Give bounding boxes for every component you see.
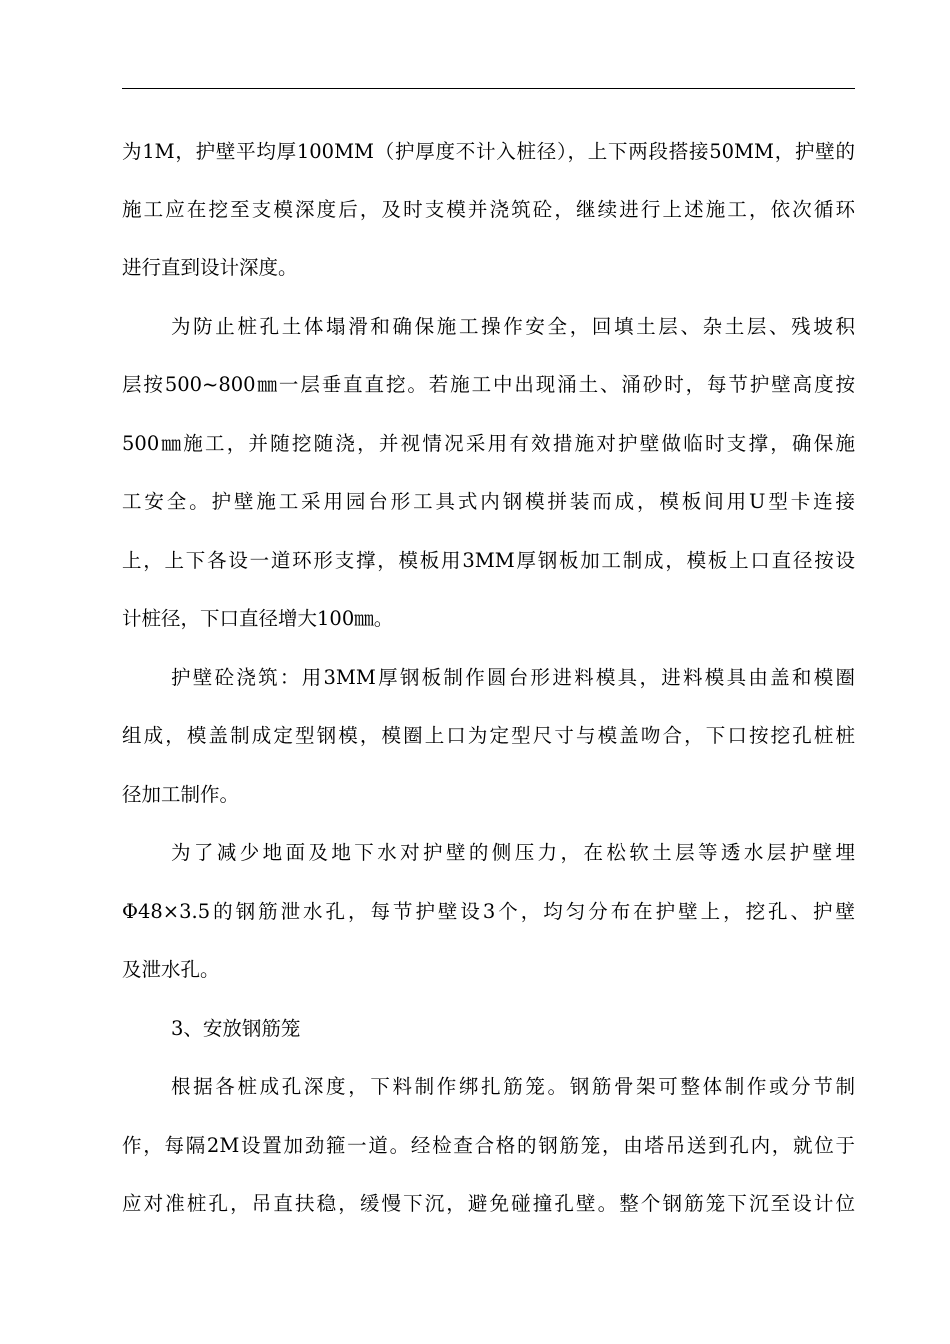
- body-line-17: 根据各桩成孔深度，下料制作绑扎筋笼。钢筋骨架可整体制作或分节制: [171, 1075, 855, 1098]
- section-heading: 3、安放钢筋笼: [171, 1017, 301, 1040]
- body-line-19: 应对准桩孔，吊直扶稳，缓慢下沉，避免碰撞孔壁。整个钢筋笼下沉至设计位: [122, 1192, 855, 1215]
- body-line-11: 组成，模盖制成定型钢模，模圈上口为定型尺寸与模盖吻合，下口按挖孔桩桩: [122, 724, 855, 747]
- body-line-13: 为了减少地面及地下水对护壁的侧压力，在松软土层等透水层护壁埋: [171, 841, 855, 864]
- body-line-1: 为1M，护壁平均厚100MM（护厚度不计入桩径），上下两段搭接50MM，护壁的: [122, 140, 855, 163]
- body-line-8: 上，上下各设一道环形支撑，模板用3MM厚钢板加工制成，模板上口直径按设: [122, 549, 855, 572]
- body-line-5: 层按500~800㎜一层垂直直挖。若施工中出现涌土、涌砂时，每节护壁高度按: [122, 373, 855, 396]
- body-line-9: 计桩径，下口直径增大100㎜。: [122, 607, 394, 630]
- body-line-6: 500㎜施工，并随挖随浇，并视情况采用有效措施对护壁做临时支撑，确保施: [122, 432, 855, 455]
- body-line-4: 为防止桩孔土体塌滑和确保施工操作安全，回填土层、杂土层、残坡积: [171, 315, 855, 338]
- body-line-14: Φ48×3.5的钢筋泄水孔，每节护壁设3个，均匀分布在护壁上，挖孔、护壁: [122, 900, 855, 923]
- body-line-3: 进行直到设计深度。: [122, 256, 298, 279]
- body-line-7: 工安全。护壁施工采用园台形工具式内钢模拼装而成，模板间用U型卡连接: [122, 490, 855, 513]
- header-rule: [122, 88, 855, 89]
- body-line-2: 施工应在挖至支模深度后，及时支模并浇筑砼，继续进行上述施工，依次循环: [122, 198, 855, 221]
- body-line-10: 护壁砼浇筑：用3MM厚钢板制作圆台形进料模具，进料模具由盖和模圈: [171, 666, 855, 689]
- body-line-18: 作，每隔2M设置加劲箍一道。经检查合格的钢筋笼，由塔吊送到孔内，就位于: [122, 1134, 855, 1157]
- body-line-15: 及泄水孔。: [122, 958, 220, 981]
- body-line-12: 径加工制作。: [122, 783, 240, 806]
